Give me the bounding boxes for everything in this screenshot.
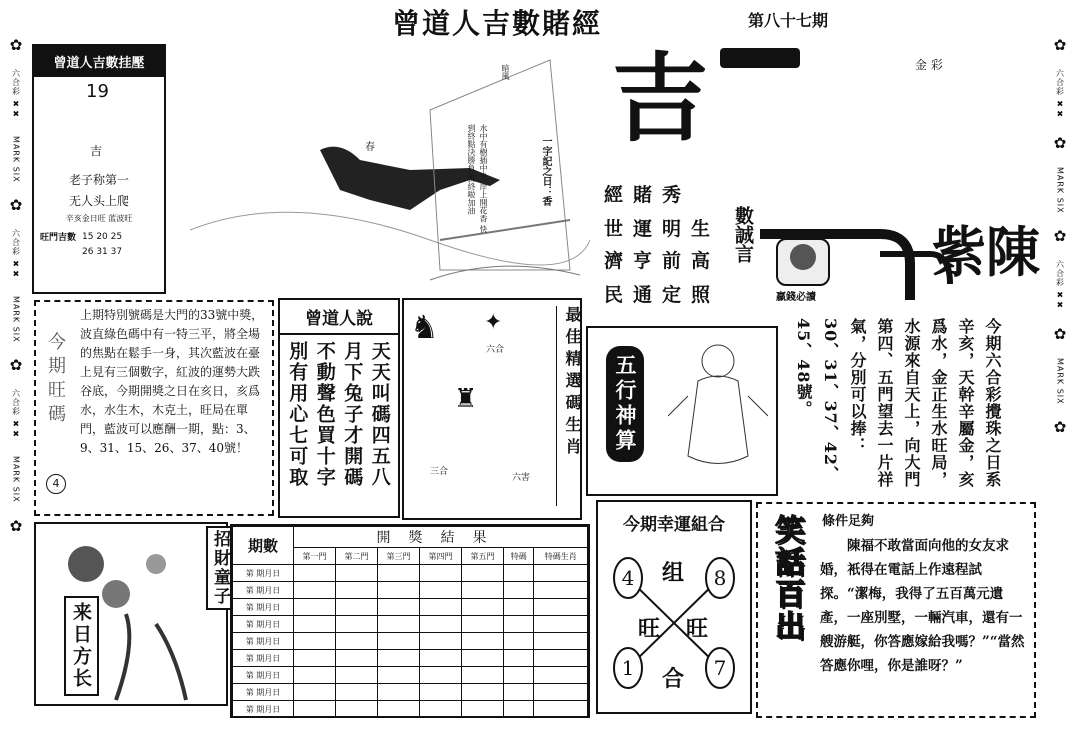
table-row bbox=[233, 633, 588, 650]
result-cell bbox=[534, 616, 588, 633]
animal-icon: ♜ bbox=[454, 384, 478, 414]
result-cell bbox=[534, 667, 588, 684]
result-cell bbox=[462, 650, 504, 667]
daoren-columns bbox=[280, 335, 398, 494]
row-period-label: 第 期月日 bbox=[233, 633, 294, 650]
table-row bbox=[233, 565, 588, 582]
wuxing-title: 五行神算 bbox=[606, 346, 644, 462]
result-cell bbox=[462, 582, 504, 599]
table-col-header: 第四門 bbox=[420, 548, 462, 565]
table-row bbox=[233, 701, 588, 718]
zodiac-side-text: 最佳精選碼生肖 bbox=[556, 306, 584, 506]
result-cell bbox=[294, 616, 336, 633]
corner-logo-text: 金 彩 bbox=[915, 58, 943, 72]
bird-icon: ✦ bbox=[484, 310, 503, 335]
result-cell bbox=[462, 667, 504, 684]
result-cell bbox=[462, 616, 504, 633]
combo-w-top: 组 bbox=[662, 560, 685, 586]
result-cell bbox=[504, 650, 534, 667]
daoren-col: 月下兔子才開碼 bbox=[341, 341, 364, 488]
result-cell bbox=[420, 565, 462, 582]
horse-painting bbox=[170, 40, 590, 292]
result-cell bbox=[534, 684, 588, 701]
avatar bbox=[790, 244, 816, 270]
verse-col: 民通定照 bbox=[604, 284, 721, 306]
side-label: MARK SIX bbox=[1055, 166, 1065, 214]
side-marks: 六合彩 ✖✖ bbox=[1055, 260, 1065, 311]
almanac-line2: 无人头上爬 bbox=[68, 194, 129, 208]
emblem-black-band bbox=[720, 48, 800, 68]
result-cell bbox=[534, 650, 588, 667]
result-cell bbox=[462, 684, 504, 701]
result-cell bbox=[378, 599, 420, 616]
combo-w-left: 旺 bbox=[638, 616, 661, 642]
flower-icon: ✿ bbox=[1053, 36, 1067, 54]
poem-label: 一字記之日：香 bbox=[540, 136, 551, 206]
badge-label: 贏錢必讀 bbox=[776, 292, 816, 303]
result-cell bbox=[534, 599, 588, 616]
results-table-box bbox=[230, 524, 590, 718]
combo-n3: 1 bbox=[621, 656, 635, 680]
caption-line: 快到終點決勝負 bbox=[467, 124, 488, 234]
row-period-label: 第 期月日 bbox=[233, 565, 294, 582]
flower-icon: ✿ bbox=[9, 356, 23, 375]
flower-icon: ✿ bbox=[1053, 133, 1067, 152]
zodiac-label-a: 六合 bbox=[486, 345, 505, 355]
result-cell bbox=[420, 650, 462, 667]
result-cell bbox=[378, 701, 420, 718]
almanac-day: 19 bbox=[86, 81, 109, 102]
lucky-combo-box bbox=[596, 500, 752, 714]
page-title: 曾道人吉數賭經 bbox=[392, 7, 603, 40]
emblem-badge bbox=[776, 238, 830, 286]
table-row bbox=[233, 582, 588, 599]
result-cell bbox=[462, 633, 504, 650]
result-cell bbox=[294, 650, 336, 667]
head-period: 期數 bbox=[233, 527, 294, 565]
row-period-label: 第 期月日 bbox=[233, 684, 294, 701]
side-label: MARK SIX bbox=[1055, 357, 1065, 405]
lucky-numbers bbox=[34, 230, 164, 260]
side-marks: 六合彩 ✖✖ bbox=[11, 69, 21, 120]
result-cell bbox=[534, 582, 588, 599]
result-cell bbox=[336, 616, 378, 633]
result-cell bbox=[462, 701, 504, 718]
lucky-values bbox=[82, 230, 122, 260]
table-col-header: 第二門 bbox=[336, 548, 378, 565]
joke-text: 陳福不敢當面向他的女友求婚，衹得在電話上作遠程試探。“潔梅，我得了五百萬元遺產，一座別墅，一輛汽車，還有一艘游艇，你答應嫁給我嗎？”“當然答應你哩，你是誰呀？” bbox=[820, 538, 1025, 674]
row-period-label: 第 期月日 bbox=[233, 582, 294, 599]
result-cell bbox=[294, 633, 336, 650]
almanac-head-note: 吉 bbox=[90, 144, 103, 158]
flower-icon: ✿ bbox=[9, 196, 23, 215]
result-cell bbox=[336, 582, 378, 599]
result-cell bbox=[504, 565, 534, 582]
table-col-header: 特碼 bbox=[504, 548, 534, 565]
table-row bbox=[233, 650, 588, 667]
caption-line: 拼終啦加油 bbox=[467, 174, 476, 215]
results-side-label: 招財童子 bbox=[206, 526, 235, 610]
result-cell bbox=[504, 582, 534, 599]
flower-icon: ✿ bbox=[1053, 227, 1067, 246]
combo-n1: 4 bbox=[621, 566, 635, 590]
wuxing-box bbox=[586, 326, 778, 496]
issue-number: 第八十七期 bbox=[748, 11, 829, 30]
head-title: 開獎結果 bbox=[294, 527, 588, 548]
result-cell bbox=[378, 616, 420, 633]
verse-col: 濟亨前高 bbox=[604, 250, 721, 272]
result-cell bbox=[336, 667, 378, 684]
result-cell bbox=[534, 565, 588, 582]
result-cell bbox=[378, 650, 420, 667]
side-label: MARK SIX bbox=[11, 135, 21, 183]
combo-n4: 7 bbox=[713, 656, 727, 680]
result-cell bbox=[336, 701, 378, 718]
deity-figure bbox=[668, 336, 768, 486]
almanac-banner: 曾道人吉數挂壓 bbox=[34, 46, 164, 77]
result-cell bbox=[420, 667, 462, 684]
result-cell bbox=[378, 582, 420, 599]
result-cell bbox=[534, 633, 588, 650]
results-table bbox=[232, 526, 588, 718]
result-cell bbox=[336, 650, 378, 667]
daoren-col: 別有用心七可取 bbox=[286, 341, 309, 488]
side-label: MARK SIX bbox=[11, 455, 21, 503]
zodiac-label-c: 六害 bbox=[512, 473, 531, 483]
result-cell bbox=[420, 616, 462, 633]
result-cell bbox=[420, 582, 462, 599]
row-period-label: 第 期月日 bbox=[233, 701, 294, 718]
caption-line: 岸上開花香 bbox=[479, 182, 488, 223]
result-cell bbox=[336, 599, 378, 616]
combo-n2: 8 bbox=[713, 566, 727, 590]
result-cell bbox=[294, 684, 336, 701]
daoren-col: 不動聲色買十字 bbox=[313, 341, 336, 488]
side-marks: 六合彩 ✖✖ bbox=[11, 389, 21, 440]
result-cell bbox=[336, 633, 378, 650]
table-row bbox=[233, 667, 588, 684]
combo-w-right: 旺 bbox=[686, 616, 709, 642]
result-cell bbox=[336, 565, 378, 582]
couplet-text: 来日方长 bbox=[64, 596, 99, 696]
right-side-strip bbox=[1046, 38, 1074, 728]
result-cell bbox=[378, 684, 420, 701]
flower-icon: ✿ bbox=[1053, 324, 1067, 343]
result-cell bbox=[378, 667, 420, 684]
result-cell bbox=[294, 582, 336, 599]
lucky-label: 旺門吉數 bbox=[40, 233, 77, 243]
row-period-label: 第 期月日 bbox=[233, 667, 294, 684]
forecast-text: 今期六合彩攪珠之日系辛亥，天幹辛屬金，亥爲水，金正生水旺局，水源來自天上，向大門第四、五門望去一片祥氣，分別可以捧：30、31、37、42、45、48號。 bbox=[794, 318, 1002, 488]
flower-icon: ✿ bbox=[9, 36, 23, 54]
results-rows bbox=[233, 565, 588, 718]
result-cell bbox=[462, 599, 504, 616]
row-period-label: 第 期月日 bbox=[233, 599, 294, 616]
result-cell bbox=[504, 633, 534, 650]
result-cell bbox=[294, 701, 336, 718]
result-cell bbox=[378, 565, 420, 582]
table-col-header: 第三門 bbox=[378, 548, 420, 565]
lucky-row-2: 26 31 37 bbox=[82, 247, 123, 257]
result-cell bbox=[420, 599, 462, 616]
result-cell bbox=[504, 684, 534, 701]
combo-w-bottom: 合 bbox=[662, 666, 685, 692]
zodiac-box bbox=[402, 298, 582, 520]
verse-col: 世運明生 bbox=[604, 218, 721, 240]
result-cell bbox=[294, 599, 336, 616]
result-cell bbox=[504, 667, 534, 684]
result-cell bbox=[534, 701, 588, 718]
painting-area bbox=[170, 40, 590, 292]
daoren-title: 曾道人說 bbox=[280, 300, 398, 335]
row-period-label: 第 期月日 bbox=[233, 650, 294, 667]
painting-caption bbox=[465, 124, 489, 234]
result-cell bbox=[294, 565, 336, 582]
almanac-sub: 辛亥金日旺 蓝波旺 bbox=[65, 214, 133, 223]
caption-line: 水中有樹插中央 bbox=[479, 124, 488, 180]
result-cell bbox=[420, 684, 462, 701]
result-cell bbox=[420, 701, 462, 718]
flower-icon: ✿ bbox=[9, 516, 23, 535]
daoren-col: 天天叫碼四五八 bbox=[368, 341, 391, 488]
verse-col: 經賭秀 bbox=[604, 184, 692, 206]
side-marks: 六合彩 ✖✖ bbox=[11, 229, 21, 280]
table-row bbox=[233, 599, 588, 616]
horse-icon: ♞ bbox=[410, 308, 439, 346]
result-cell bbox=[504, 701, 534, 718]
result-cell bbox=[504, 616, 534, 633]
verse-col: 數誠言 bbox=[732, 206, 754, 263]
emblem-big-char: 吉 bbox=[612, 42, 708, 155]
zodiac-label-b: 三合 bbox=[430, 467, 449, 477]
emblem-logo-text: 紫陳 bbox=[932, 220, 1040, 284]
side-marks: 六合彩 ✖✖ bbox=[1055, 69, 1065, 120]
result-cell bbox=[294, 667, 336, 684]
painting-corner: 春 bbox=[365, 142, 375, 153]
almanac-line1: 老子称第一 bbox=[68, 173, 129, 187]
left-side-strip bbox=[2, 38, 30, 728]
table-row bbox=[233, 684, 588, 701]
table-col-header: 第五門 bbox=[462, 548, 504, 565]
report-num-badge: 4 bbox=[46, 474, 66, 494]
result-cell bbox=[378, 633, 420, 650]
lucky-row-1: 15 20 25 bbox=[82, 232, 123, 242]
joke-side-title: 笑話百出 bbox=[769, 514, 804, 642]
almanac-box bbox=[32, 44, 166, 294]
report-text: 上期特別號碼是大門的33號中獎，波直綠色碼中有一特三平，將全場的焦點在鬆手一身，其次藍波在臺上見有三個數字，紅波的運勢大跌谷底，今期開獎之日在亥日，亥爲水，水生木，木克土，旺局在單門，藍波可以應酬一期，點：3、9、31、15、26、37、40號！ bbox=[80, 308, 264, 455]
report-side-label: 今期旺碼 bbox=[45, 332, 66, 428]
daoren-box bbox=[278, 298, 400, 518]
row-period-label: 第 期月日 bbox=[233, 616, 294, 633]
result-cell bbox=[504, 599, 534, 616]
flower-icon: ✿ bbox=[1053, 418, 1067, 437]
side-label: MARK SIX bbox=[11, 295, 21, 343]
table-row bbox=[233, 616, 588, 633]
result-cell bbox=[336, 684, 378, 701]
couplet-box bbox=[34, 522, 228, 706]
table-col-header: 第一門 bbox=[294, 548, 336, 565]
result-cell bbox=[420, 633, 462, 650]
result-cell bbox=[462, 565, 504, 582]
special-report-box bbox=[34, 300, 274, 516]
joke-box bbox=[756, 502, 1036, 718]
joke-title: 條件足夠 bbox=[822, 514, 875, 529]
combo-title: 今期幸運組合 bbox=[623, 515, 725, 535]
painting-caption-title: 暗風 bbox=[501, 64, 510, 80]
table-col-header: 特碼生肖 bbox=[534, 548, 588, 565]
